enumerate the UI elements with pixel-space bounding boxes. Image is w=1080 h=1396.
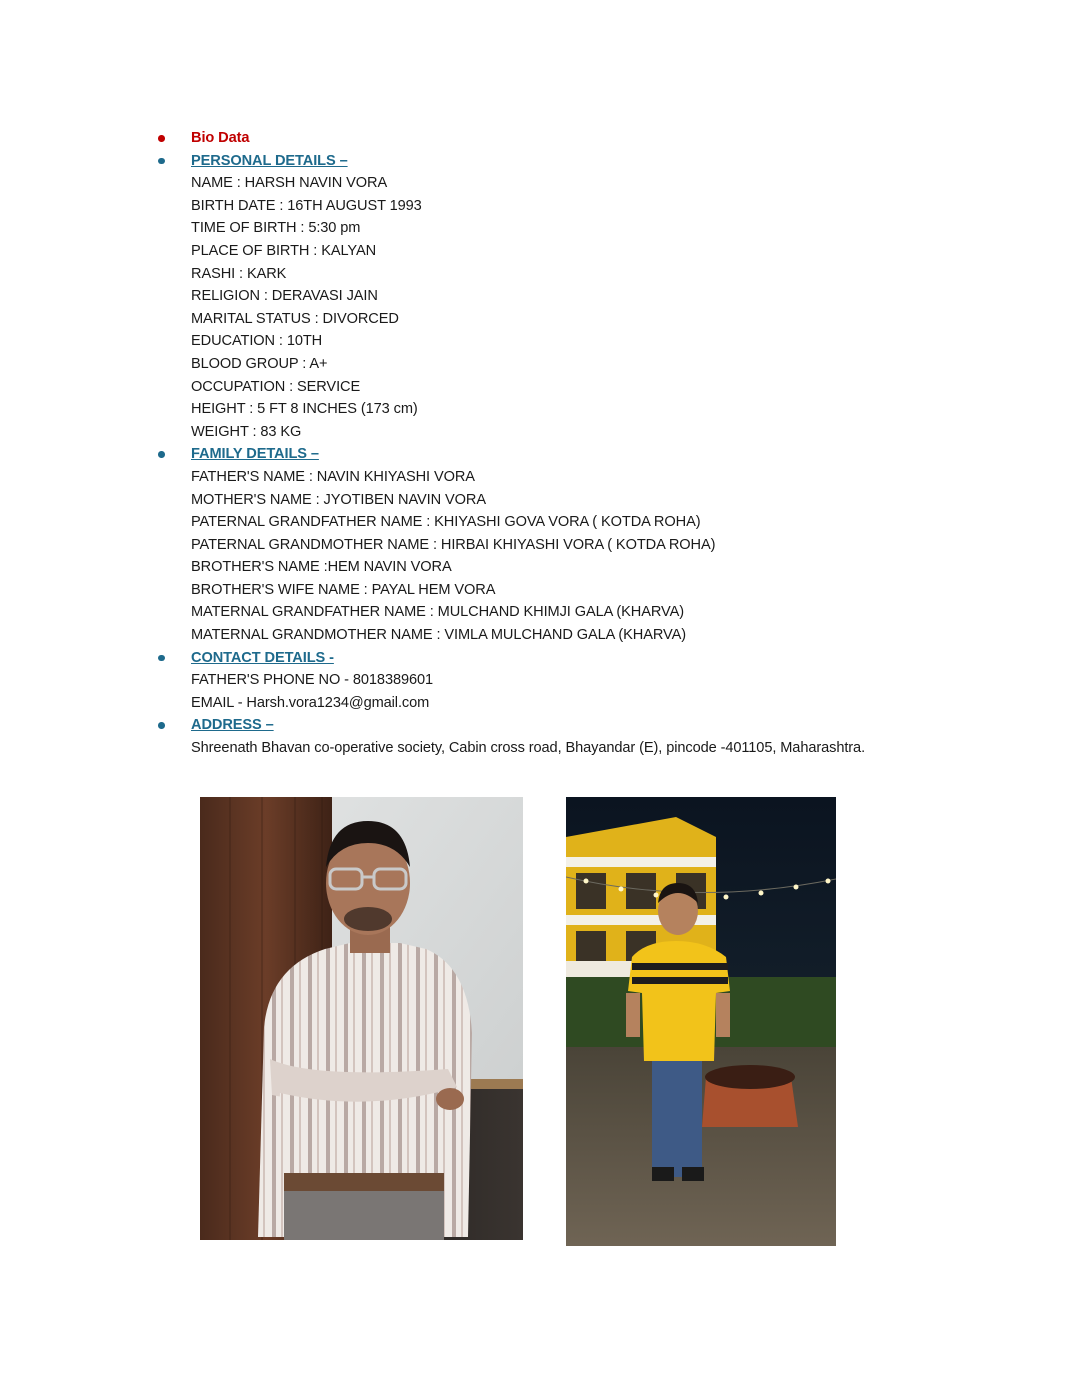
- portrait-photo-indoor-image: [200, 797, 523, 1240]
- paternal-grandfather-line: PATERNAL GRANDFATHER NAME : KHIYASHI GOVA VORA ( KOTDA ROHA): [191, 514, 701, 531]
- contact-details-heading: CONTACT DETAILS -: [191, 649, 334, 666]
- maternal-grandmother-line: MATERNAL GRANDMOTHER NAME : VIMLA MULCHAND GALA (KHARVA): [191, 627, 686, 644]
- address-heading-row: [0, 714, 1080, 737]
- height-line: HEIGHT : 5 FT 8 INCHES (173 cm): [191, 401, 418, 418]
- family-details-heading: FAMILY DETAILS –: [191, 446, 319, 463]
- father-phone-line: FATHER'S PHONE NO - 8018389601: [191, 672, 434, 689]
- personal-details-heading: PERSONAL DETAILS –: [191, 152, 348, 169]
- bio-data-document: [0, 127, 1080, 760]
- education-line: EDUCATION : 10TH: [191, 333, 323, 350]
- email-line: EMAIL - Harsh.vora1234@gmail.com: [191, 694, 430, 711]
- time-of-birth-line: TIME OF BIRTH : 5:30 pm: [191, 220, 361, 237]
- bullet-icon: [158, 158, 165, 165]
- birth-date-line: BIRTH DATE : 16TH AUGUST 1993: [191, 197, 422, 214]
- address-heading: ADDRESS –: [191, 717, 274, 734]
- name-line: NAME : HARSH NAVIN VORA: [191, 175, 388, 192]
- marital-status-line: MARITAL STATUS : DIVORCED: [191, 310, 399, 327]
- weight-line: WEIGHT : 83 KG: [191, 423, 302, 440]
- blood-group-line: BLOOD GROUP : A+: [191, 355, 328, 372]
- mother-name-line: MOTHER'S NAME : JYOTIBEN NAVIN VORA: [191, 491, 486, 508]
- paternal-grandmother-line: PATERNAL GRANDMOTHER NAME : HIRBAI KHIYASHI VORA ( KOTDA ROHA): [191, 536, 716, 553]
- portrait-photo-indoor: [200, 797, 523, 1240]
- personal-details-heading-row: [0, 150, 1080, 173]
- bullet-icon: [158, 722, 165, 729]
- occupation-line: OCCUPATION : SERVICE: [191, 378, 361, 395]
- bullet-icon: [158, 135, 165, 142]
- brother-name-line: BROTHER'S NAME :HEM NAVIN VORA: [191, 559, 452, 576]
- contact-details-heading-row: [0, 647, 1080, 670]
- father-name-line: FATHER'S NAME : NAVIN KHIYASHI VORA: [191, 468, 475, 485]
- address-text: Shreenath Bhavan co-operative society, Cabin cross road, Bhayandar (E), pincode -401105, Maharashtra.: [191, 740, 866, 757]
- document-title: Bio Data: [191, 130, 250, 146]
- brother-wife-line: BROTHER'S WIFE NAME : PAYAL HEM VORA: [191, 581, 496, 598]
- religion-line: RELIGION : DERAVASI JAIN: [191, 288, 378, 305]
- portrait-photo-outdoor: [566, 797, 836, 1246]
- bullet-icon: [158, 655, 165, 662]
- maternal-grandfather-line: MATERNAL GRANDFATHER NAME : MULCHAND KHIMJI GALA (KHARVA): [191, 604, 684, 621]
- portrait-photo-outdoor-image: [566, 797, 836, 1246]
- bullet-icon: [158, 451, 165, 458]
- family-details-heading-row: [0, 443, 1080, 466]
- place-of-birth-line: PLACE OF BIRTH : KALYAN: [191, 242, 377, 259]
- rashi-line: RASHI : KARK: [191, 265, 287, 282]
- bio-data-title-row: [0, 127, 1080, 150]
